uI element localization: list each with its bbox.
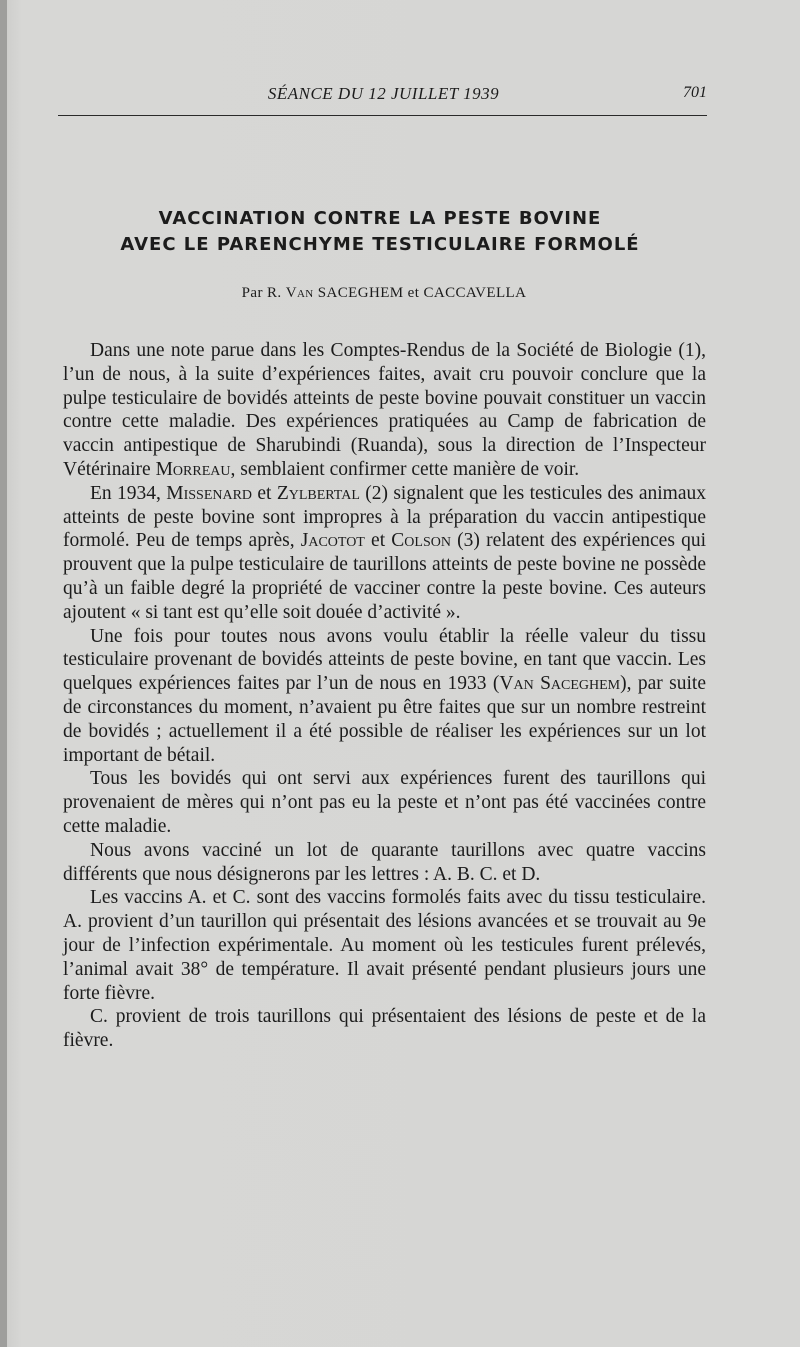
title-line-1: VACCINATION CONTRE LA PESTE BOVINE: [158, 208, 602, 229]
byline: [60, 285, 708, 302]
paragraph-5: Nous avons vacciné un lot de quarante taurillons avec quatre vaccins différents que nous désignerons par les lettres : A. B. C. et D.: [63, 839, 706, 885]
p2-text-d: et: [364, 530, 392, 552]
page-number: 701: [683, 84, 707, 101]
running-head: [60, 84, 707, 114]
name-jacotot: Jacotot: [300, 530, 365, 552]
p3-text-a: Une fois pour toutes nous avons voulu établir la réelle valeur du tissu testiculaire provenant de bovidés atteints de peste bovine, en tant que vaccin. Les quelques expériences faites par l’un de nous en 1933 (: [63, 625, 706, 695]
paragraph-7: C. provient de trois taurillons qui présentaient des lésions de peste et de la fièvre.: [63, 1006, 706, 1052]
name-zylbertal: Zylbertal: [276, 482, 360, 504]
title-line-2: AVEC LE PARENCHYME TESTICULAIRE FORMOLÉ: [120, 234, 640, 255]
byline-connector: et: [403, 285, 424, 301]
running-title: SÉANCE DU 12 JUILLET 1939: [267, 84, 500, 103]
author1-name: SACEGHEM: [313, 285, 404, 301]
name-morreau: Morreau: [155, 458, 231, 480]
p2-text-a: En 1934,: [90, 482, 167, 504]
header-rule: [58, 115, 707, 116]
p1-text-b: , semblaient confirmer cette manière de voir.: [230, 458, 580, 480]
paragraph-3: [63, 625, 706, 768]
body-text: [63, 339, 706, 1053]
author1-particle: Van: [285, 285, 314, 301]
paragraph-4: Tous les bovidés qui ont servi aux expériences furent des taurillons qui provenaient de mères qui n’ont pas eu la peste et n’ont pas été vaccinées contre cette maladie.: [63, 768, 706, 837]
paragraph-1: [63, 339, 706, 482]
name-missenard: Missenard: [166, 482, 253, 504]
paragraph-2: [63, 482, 706, 625]
p3-text-b: ), par suite de circonstances du moment, n’avaient pu être faites que sur un nombre restreint de bovidés ; actuellement il a été possible de réaliser les expériences sur un lot important de bétail.: [63, 673, 706, 766]
p1-text-a: Dans une note parue dans les Comptes-Rendus de la Société de Biologie (1), l’un de nous, à la suite d’expériences faites, avait cru pouvoir conclure que la pulpe testiculaire de bovidés atteints de peste bovine pouvait constituer un vaccin contre cette maladie. Des expériences pratiquées au Camp de fabrication de vaccin antipestique de Sharubindi (Ruanda), sous la direction de l’Inspecteur Vétérinaire: [63, 340, 706, 480]
name-van-saceghem: Van Saceghem: [499, 673, 621, 695]
author2-name: CACCAVELLA: [423, 285, 527, 301]
p2-text-c: (2) signalent que les testicules des animaux atteints de peste bovine sont impropres à la préparation du vaccin antipestique formolé. Peu de temps après,: [63, 482, 706, 552]
name-colson: Colson: [391, 530, 451, 552]
book-spine-shadow: [0, 0, 7, 1347]
article-title: [60, 206, 700, 258]
p2-text-e: (3) relatent des expériences qui prouvent que la pulpe testiculaire de taurillons atteints de peste bovine ne possède qu’à un faible degré la propriété de vacciner contre la peste bovine. Ces auteurs ajoutent « si tant est qu’elle soit douée d’activité ».: [63, 530, 707, 623]
paragraph-6: Les vaccins A. et C. sont des vaccins formolés faits avec du tissu testiculaire. A. provient d’un taurillon qui présentait des lésions avancées et se trouvait au 9e jour de l’infection expérimentale. Au moment où les testicules furent prélevés, l’animal avait 38° de température. Il avait présenté pendant plusieurs jours une forte fièvre.: [63, 887, 706, 1004]
byline-prefix: Par R.: [241, 285, 286, 301]
p2-text-b: et: [252, 482, 277, 504]
